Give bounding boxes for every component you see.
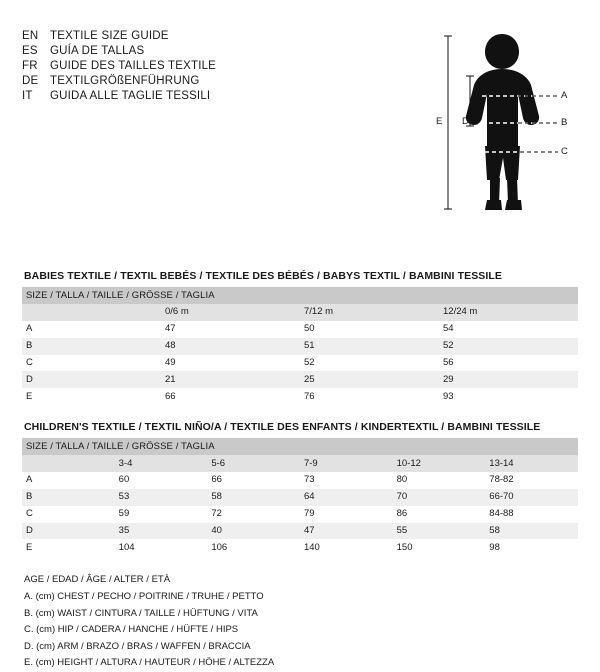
legend-height: E. (cm) HEIGHT / ALTURA / HAUTEUR / HÖHE / ALTEZZA [24, 657, 275, 669]
title-lang-en: EN [22, 30, 39, 42]
babies-col-0: 0/6 m [161, 304, 300, 321]
children-cell-b-2: 64 [300, 489, 393, 506]
children-cell-d-3: 55 [393, 523, 486, 540]
children-col-1: 5-6 [207, 455, 300, 472]
babies-cell-c-0: 49 [161, 355, 300, 372]
babies-cell-d-2: 29 [439, 371, 578, 388]
children-col-2: 7-9 [300, 455, 393, 472]
babies-cell-b-2: 52 [439, 338, 578, 355]
figure-label-b: B [561, 117, 568, 128]
table-row [22, 338, 578, 355]
children-cell-d-4: 58 [485, 523, 578, 540]
children-cell-e-0: 104 [115, 539, 208, 556]
children-col-0: 3-4 [115, 455, 208, 472]
table-row [22, 438, 578, 455]
table-row [22, 355, 578, 372]
table-row [22, 304, 578, 321]
children-cell-c-3: 86 [393, 506, 486, 523]
title-text-de: TEXTILGRÖßENFÜHRUNG [50, 75, 200, 87]
children-row-label-b: B [22, 489, 115, 506]
figure-label-d: D [462, 116, 469, 127]
measurement-legend [24, 572, 578, 672]
title-lang-de: DE [22, 75, 39, 87]
children-col-4: 13-14 [485, 455, 578, 472]
babies-col-2: 12/24 m [439, 304, 578, 321]
children-cell-c-2: 79 [300, 506, 393, 523]
title-text-it: GUIDA ALLE TAGLIE TESSILI [50, 90, 211, 102]
children-cell-c-0: 59 [115, 506, 208, 523]
table-row [22, 371, 578, 388]
legend-age: AGE / EDAD / ÂGE / ALTER / ETÀ [24, 574, 171, 586]
babies-size-label: SIZE / TALLA / TAILLE / GRÖSSE / TAGLIA [22, 287, 578, 304]
babies-size-table [22, 287, 578, 405]
babies-cell-e-0: 66 [161, 388, 300, 405]
figure-label-e: E [436, 116, 443, 127]
children-cell-a-2: 73 [300, 472, 393, 489]
babies-cell-c-1: 52 [300, 355, 439, 372]
babies-cell-e-1: 76 [300, 388, 439, 405]
babies-col-1: 7/12 m [300, 304, 439, 321]
babies-row-label-d: D [22, 371, 161, 388]
children-col-corner [22, 455, 115, 472]
children-section [22, 421, 578, 556]
babies-cell-d-1: 25 [300, 371, 439, 388]
babies-row-label-a: A [22, 321, 161, 338]
children-size-table [22, 438, 578, 556]
children-row-label-a: A [22, 472, 115, 489]
babies-row-label-b: B [22, 338, 161, 355]
babies-cell-b-0: 48 [161, 338, 300, 355]
babies-cell-a-2: 54 [439, 321, 578, 338]
title-lang-it: IT [22, 90, 33, 102]
figure-label-a: A [561, 90, 568, 101]
title-lang-fr: FR [22, 60, 38, 72]
legend-arm: D. (cm) ARM / BRAZO / BRAS / WAFFEN / BRACCIA [24, 640, 251, 652]
table-row [22, 388, 578, 405]
children-cell-a-3: 80 [393, 472, 486, 489]
table-row [22, 472, 578, 489]
title-text-fr: GUIDE DES TAILLES TEXTILE [50, 60, 217, 72]
table-row [22, 539, 578, 556]
title-text-es: GUÍA DE TALLAS [50, 45, 145, 57]
children-cell-a-4: 78-82 [485, 472, 578, 489]
children-cell-c-1: 72 [207, 506, 300, 523]
table-row [22, 489, 578, 506]
table-row [22, 321, 578, 338]
children-cell-d-1: 40 [207, 523, 300, 540]
children-row-label-c: C [22, 506, 115, 523]
babies-cell-a-0: 47 [161, 321, 300, 338]
children-cell-d-0: 35 [115, 523, 208, 540]
table-row [22, 455, 578, 472]
title-block [22, 30, 322, 102]
babies-cell-a-1: 50 [300, 321, 439, 338]
babies-row-label-c: C [22, 355, 161, 372]
children-cell-c-4: 84-88 [485, 506, 578, 523]
children-row-label-e: E [22, 539, 115, 556]
children-row-label-d: D [22, 523, 115, 540]
title-text-en: TEXTILE SIZE GUIDE [50, 30, 169, 42]
table-row [22, 523, 578, 540]
babies-cell-e-2: 93 [439, 388, 578, 405]
legend-hip: C. (cm) HIP / CADERA / HANCHE / HÜFTE / HIPS [24, 624, 239, 636]
children-cell-d-2: 47 [300, 523, 393, 540]
table-row [22, 506, 578, 523]
children-cell-b-3: 70 [393, 489, 486, 506]
figure-label-c: C [561, 146, 568, 157]
babies-cell-b-1: 51 [300, 338, 439, 355]
children-cell-a-0: 60 [115, 472, 208, 489]
children-heading: CHILDREN'S TEXTILE / TEXTIL NIÑO/A / TEXTILE DES ENFANTS / KINDERTEXTIL / BAMBINI TESSILE [24, 421, 541, 434]
babies-cell-d-0: 21 [161, 371, 300, 388]
babies-col-corner [22, 304, 161, 321]
babies-section [22, 270, 578, 405]
babies-heading: BABIES TEXTILE / TEXTIL BEBÉS / TEXTILE DES BÉBÉS / BABYS TEXTIL / BAMBINI TESSILE [24, 270, 503, 282]
children-cell-e-1: 106 [207, 539, 300, 556]
children-cell-e-4: 98 [485, 539, 578, 556]
babies-cell-c-2: 56 [439, 355, 578, 372]
children-size-label: SIZE / TALLA / TAILLE / GRÖSSE / TAGLIA [22, 438, 578, 455]
babies-row-label-e: E [22, 388, 161, 405]
children-cell-a-1: 66 [207, 472, 300, 489]
children-cell-b-4: 66-70 [485, 489, 578, 506]
children-cell-b-1: 58 [207, 489, 300, 506]
children-cell-b-0: 53 [115, 489, 208, 506]
body-measurement-figure [430, 28, 590, 213]
children-cell-e-2: 140 [300, 539, 393, 556]
legend-chest: A. (cm) CHEST / PECHO / POITRINE / TRUHE / PETTO [24, 590, 264, 602]
children-col-3: 10-12 [393, 455, 486, 472]
legend-waist: B. (cm) WAIST / CINTURA / TAILLE / HÜFTUNG / VITA [24, 607, 258, 619]
children-cell-e-3: 150 [393, 539, 486, 556]
table-row [22, 287, 578, 304]
title-lang-es: ES [22, 45, 38, 57]
